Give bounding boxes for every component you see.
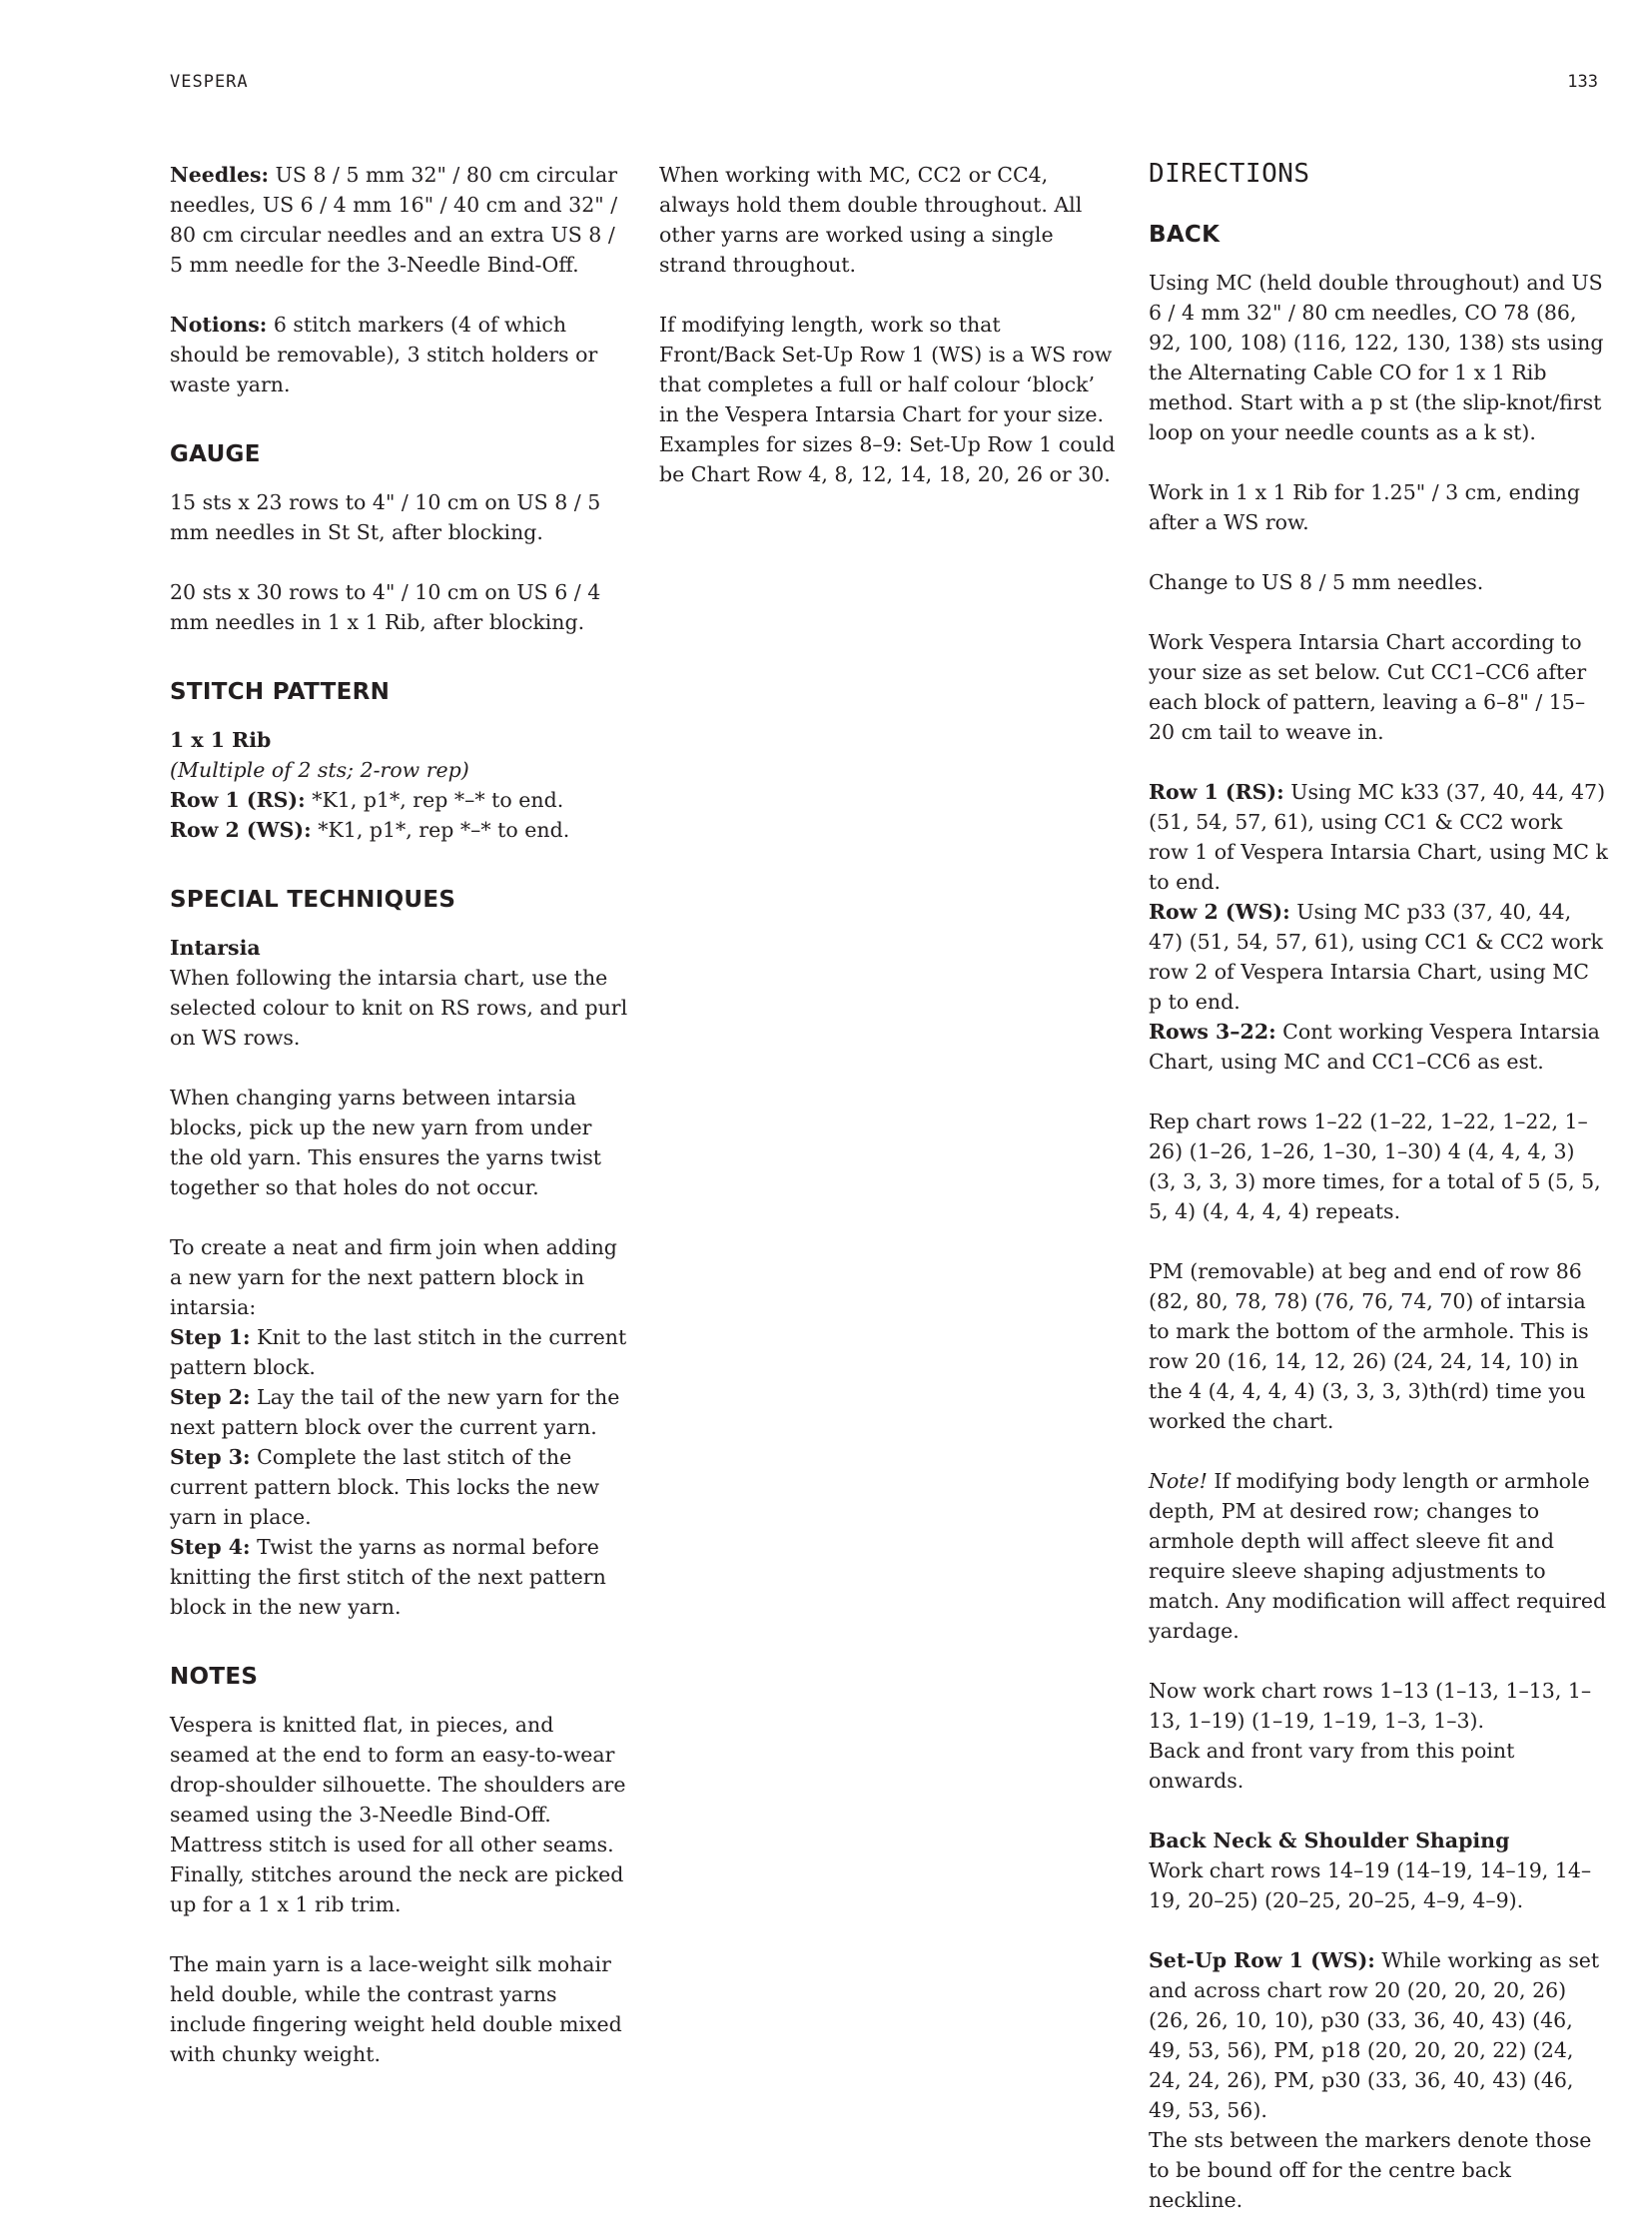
notions-label: Notions:	[170, 313, 268, 337]
step-1-text: Knit to the last stitch in the current pattern block.	[170, 1325, 627, 1379]
rib-row-1-text: *K1, p1*, rep *–* to end.	[305, 788, 564, 812]
place-marker-instructions: PM (removable) at beg and end of row 86 (82, 80, 78, 78) (76, 76, 74, 70) of intarsia to mark the bottom of the armhole. This is row 20 (16, 14, 12, 26) (24, 24, 14, 10) in the 4 (4, 4, 4, 4) (3, 3, 3, 3)th(rd) time you worked the chart.	[1149, 1259, 1589, 1433]
back-needle-change: Change to US 8 / 5 mm needles.	[1149, 570, 1484, 594]
step-3-label: Step 3:	[170, 1445, 251, 1469]
repeat-instructions: Rep chart rows 1–22 (1–22, 1–22, 1–22, 1–26) (1–26, 1–26, 1–30, 1–30) 4 (4, 4, 4, 3) (3, 3, 3, 3) more times, for a total of 5 (5, 5, 5, 4) (4, 4, 4, 4) repeats.	[1149, 1109, 1601, 1223]
back-rib: Work in 1 x 1 Rib for 1.25" / 3 cm, ending after a WS row.	[1149, 480, 1580, 534]
note-label: Note!	[1149, 1469, 1208, 1493]
notes-text-1: Vespera is knitted flat, in pieces, and seamed at the end to form an easy-to-wear drop-shoulder silhouette. The shoulders are seamed using the 3-Needle Bind-Off. Mattress stitch is used for all other seams. Finally, stitches around the neck are picked up for a 1 x 1 rib trim.	[170, 1713, 626, 1916]
back-chart-intro: Work Vespera Intarsia Chart according to your size as set below. Cut CC1–CC6 after each block of pattern, leaving a 6–8" / 15–20 cm tail to weave in.	[1149, 630, 1587, 744]
back-rows	[1149, 777, 1608, 1077]
back-cast-on: Using MC (held double throughout) and US 6 / 4 mm 32" / 80 cm needles, CO 78 (86, 92, 100, 108) (116, 122, 130, 138) sts using the Alternating Cable CO for 1 x 1 Rib method. Start with a p st (the slip-knot/first loop on your needle counts as a k st).	[1149, 271, 1604, 444]
step-1	[170, 1322, 629, 1382]
step-1-label: Step 1:	[170, 1325, 251, 1349]
row-2-text: Using MC p33 (37, 40, 44, 47) (51, 54, 57, 61), using CC1 & CC2 work row 2 of Vespera Intarsia Chart, using MC p to end.	[1149, 900, 1603, 1014]
now-work-text: Now work chart rows 1–13 (1–13, 1–13, 1–13, 1–19) (1–19, 1–19, 1–3, 1–3).	[1149, 1679, 1592, 1733]
page-number: 133	[1567, 72, 1598, 92]
rib-row-2-label: Row 2 (WS):	[170, 818, 312, 842]
note-text: If modifying body length or armhole depth, PM at desired row; changes to armhole depth will affect sleeve fit and require sleeve shaping adjustments to match. Any modification will affect required yardage.	[1149, 1469, 1607, 1643]
needles-paragraph	[170, 160, 629, 280]
row-2-label: Row 2 (WS):	[1149, 900, 1290, 924]
intarsia-title: Intarsia	[170, 936, 261, 960]
notions-paragraph	[170, 310, 629, 399]
step-4	[170, 1532, 629, 1622]
back-heading: BACK	[1149, 222, 1221, 248]
column-right	[1149, 160, 1608, 2215]
needles-label: Needles:	[170, 163, 270, 187]
row-1-label: Row 1 (RS):	[1149, 780, 1284, 804]
rib-row-2-text: *K1, p1*, rep *–* to end.	[311, 818, 570, 842]
notions-text: 6 stitch markers (4 of which should be removable), 3 stitch holders or waste yarn.	[170, 313, 598, 396]
setup-row-label: Set-Up Row 1 (WS):	[1149, 1948, 1375, 1972]
step-2-label: Step 2:	[170, 1385, 251, 1409]
setup-row	[1149, 1945, 1608, 2215]
intarsia-intro	[170, 933, 629, 1053]
column-middle	[659, 160, 1119, 489]
intarsia-steps	[170, 1232, 629, 1622]
yarn-handling-note: When working with MC, CC2 or CC4, always hold them double throughout. All other yarns are worked using a single strand throughout.	[659, 163, 1083, 277]
directions-heading: DIRECTIONS	[1149, 159, 1310, 189]
special-techniques-heading: SPECIAL TECHNIQUES	[170, 887, 456, 913]
step-3	[170, 1442, 629, 1532]
rib-multiple: (Multiple of 2 sts; 2-row rep)	[170, 758, 469, 782]
step-2-text: Lay the tail of the new yarn for the next pattern block over the current yarn.	[170, 1385, 620, 1439]
stitch-pattern-heading: STITCH PATTERN	[170, 679, 391, 705]
back-front-vary-text: Back and front vary from this point onwards.	[1149, 1739, 1515, 1793]
neck-shaping	[1149, 1826, 1608, 1915]
rib-row-1	[170, 785, 629, 815]
setup-row-text: While working as set and across chart row 20 (20, 20, 20, 26) (26, 26, 10, 10), p30 (33, 36, 40, 43) (46, 49, 53, 56), PM, p18 (20, 20, 20, 22) (24, 24, 24, 26), PM, p30 (33, 36, 40, 43) (46, 49, 53, 56).	[1149, 1948, 1600, 2122]
gauge-stockinette: 15 sts x 23 rows to 4" / 10 cm on US 8 / 5 mm needles in St St, after blocking.	[170, 490, 601, 544]
gauge-heading: GAUGE	[170, 441, 261, 467]
intarsia-text-3: To create a neat and firm join when adding a new yarn for the next pattern block in intarsia:	[170, 1235, 617, 1319]
rib-pattern	[170, 725, 629, 845]
gauge-rib: 20 sts x 30 rows to 4" / 10 cm on US 6 / 4 mm needles in 1 x 1 Rib, after blocking.	[170, 580, 601, 634]
notes-text-2: The main yarn is a lace-weight silk mohair held double, while the contrast yarns include fingering weight held double mixed with chunky weight.	[170, 1952, 622, 2066]
needles-text: US 8 / 5 mm 32" / 80 cm circular needles, US 6 / 4 mm 16" / 40 cm and 32" / 80 cm circular needles and an extra US 8 / 5 mm needle for the 3-Needle Bind-Off.	[170, 163, 618, 277]
row-1	[1149, 780, 1608, 894]
rows-3-22	[1149, 1017, 1608, 1077]
neck-shaping-text: Work chart rows 14–19 (14–19, 14–19, 14–19, 20–25) (20–25, 20–25, 4–9, 4–9).	[1149, 1858, 1592, 1912]
modification-note	[1149, 1466, 1608, 1646]
step-2	[170, 1382, 629, 1442]
running-header-title: VESPERA	[170, 72, 249, 92]
rib-title: 1 x 1 Rib	[170, 728, 272, 752]
length-modification-note: If modifying length, work so that Front/Back Set-Up Row 1 (WS) is a WS row that completes a full or half colour ‘block’ in the Vespera Intarsia Chart for your size. Examples for sizes 8–9: Set-Up Row 1 could be Chart Row 4, 8, 12, 14, 18, 20, 26 or 30.	[659, 313, 1116, 486]
column-left	[170, 160, 629, 2069]
row-2	[1149, 897, 1608, 1017]
rib-row-1-label: Row 1 (RS):	[170, 788, 306, 812]
step-4-text: Twist the yarns as normal before knitting the first stitch of the next pattern block in the new yarn.	[170, 1535, 606, 1619]
intarsia-text-1: When following the intarsia chart, use the selected colour to knit on RS rows, and purl on WS rows.	[170, 966, 628, 1050]
step-3-text: Complete the last stitch of the current pattern block. This locks the new yarn in place.	[170, 1445, 600, 1529]
neck-shaping-title: Back Neck & Shoulder Shaping	[1149, 1829, 1510, 1852]
intarsia-text-2: When changing yarns between intarsia blocks, pick up the new yarn from under the old yarn. This ensures the yarns twist together so that holes do not occur.	[170, 1086, 601, 1199]
neckline-note: The sts between the markers denote those to be bound off for the centre back neckline.	[1149, 2128, 1592, 2212]
notes-heading: NOTES	[170, 1664, 259, 1690]
step-4-label: Step 4:	[170, 1535, 251, 1559]
rows-3-22-text: Cont working Vespera Intarsia Chart, using MC and CC1–CC6 as est.	[1149, 1020, 1600, 1074]
row-1-text: Using MC k33 (37, 40, 44, 47) (51, 54, 57, 61), using CC1 & CC2 work row 1 of Vespera Intarsia Chart, using MC k to end.	[1149, 780, 1608, 894]
rows-3-22-label: Rows 3–22:	[1149, 1020, 1276, 1044]
chart-rows-continue	[1149, 1676, 1608, 1796]
rib-row-2	[170, 815, 629, 845]
